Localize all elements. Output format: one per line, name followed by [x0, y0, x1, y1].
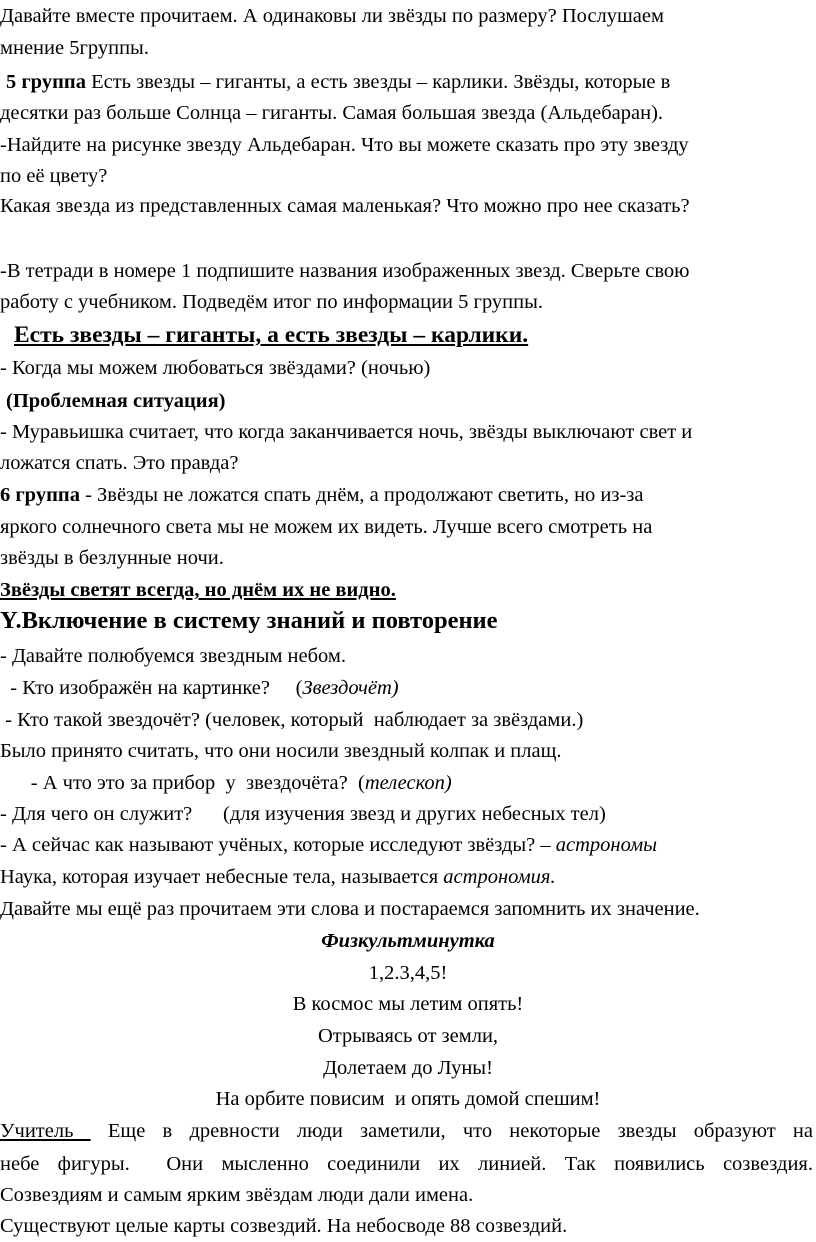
exercise-title	[0, 925, 816, 957]
text-line	[0, 672, 399, 704]
group-label: 5 группа	[6, 71, 86, 93]
text-span: Есть звезды – гиганты, а есть звезды – карлики. Звёзды, которые в	[85, 71, 671, 93]
text-line: ложатся спать. Это правда?	[0, 452, 239, 474]
answer-italic: телескоп)	[364, 772, 452, 794]
section-heading	[14, 319, 528, 351]
text-line: - Когда мы можем любоваться звёздами? (ночью)	[0, 357, 431, 379]
text-span: Еще в древности люди заметили, что некоторые звезды образуют на	[90, 1120, 813, 1142]
text-line: - Муравьишка считает, что когда заканчивается ночь, звёзды выключают свет и	[0, 421, 693, 443]
text-line: -Найдите на рисунке звезду Альдебаран. Что вы можете сказать про эту звезду	[0, 134, 689, 156]
text-line: звёзды в безлунные ночи.	[0, 547, 224, 569]
text-line	[0, 861, 556, 893]
poem-line: 1,2.3,4,5!	[368, 962, 448, 984]
conclusion-text: Звёзды светят всегда, но днём их не видно.	[0, 579, 396, 601]
text-line: Какая звезда из представленных самая маленькая? Что можно про нее сказать?	[0, 195, 690, 217]
text-line	[6, 66, 670, 98]
poem-line: Отрываясь от земли,	[317, 1025, 499, 1047]
text-line: Давайте мы ещё раз прочитаем эти слова и постараемся запомнить их значение.	[0, 898, 700, 920]
text-line: яркого солнечного света мы не можем их видеть. Лучше всего смотреть на	[0, 516, 653, 538]
answer-italic: Звездочёт)	[302, 677, 399, 699]
text-line: мнение 5группы.	[0, 37, 149, 59]
poem-line: На орбите повисим и опять домой спешим!	[215, 1088, 601, 1110]
poem-line: Долетаем до Луны!	[323, 1057, 493, 1079]
text-line: небе фигуры. Они мысленно соединили их линией. Так появились созвездия.	[0, 1153, 813, 1175]
text-span: - А сейчас как называют учёных, которые исследуют звёзды? –	[0, 834, 556, 856]
text-line: - Давайте полюбуемся звездным небом.	[0, 645, 347, 667]
text-span: - Звёзды не ложатся спать днём, а продолжают светить, но из-за	[79, 484, 644, 506]
answer-italic: астрономия.	[443, 866, 556, 888]
problem-label: (Проблемная ситуация)	[6, 390, 226, 412]
text-line: Давайте вместе прочитаем. А одинаковы ли звёзды по размеру? Послушаем	[0, 5, 664, 27]
text-line	[0, 1115, 813, 1147]
text-line	[6, 385, 225, 417]
answer-italic: астрономы	[555, 834, 658, 856]
exercise-title-text: Физкультминутка	[321, 930, 495, 952]
text-line: - Кто такой звездочёт? (человек, который наблюдает за звёздами.)	[0, 709, 584, 731]
section-heading: Y.Включение в систему знаний и повторение	[0, 607, 498, 634]
text-line: Было принято считать, что они носили звездный колпак и плащ.	[0, 740, 562, 762]
text-span: - Кто изображён на картинке? (	[0, 677, 303, 699]
text-line: - Для чего он служит? (для изучения звезд и других небесных тел)	[0, 803, 606, 825]
text-line	[0, 767, 452, 799]
text-line	[0, 574, 396, 606]
text-span: - А что это за прибор у звездочёта? (	[0, 772, 365, 794]
text-line	[0, 829, 657, 861]
text-line: -В тетради в номере 1 подпишите названия изображенных звезд. Сверьте свою	[0, 260, 690, 282]
text-span: Наука, которая изучает небесные тела, называется	[0, 866, 444, 888]
text-line: работу с учебником. Подведём итог по информации 5 группы.	[0, 291, 544, 313]
text-line: Существуют целые карты созвездий. На небосводе 88 созвездий.	[0, 1215, 568, 1237]
text-line: десятки раз больше Солнца – гиганты. Самая большая звезда (Альдебаран).	[0, 102, 664, 124]
group-label: 6 группа	[0, 484, 80, 506]
heading-text: Есть звезды – гиганты, а есть звезды – карлики.	[14, 322, 529, 348]
text-line	[0, 479, 644, 511]
text-line: по её цвету?	[0, 165, 108, 187]
teacher-label: Учитель	[0, 1120, 91, 1142]
poem-line: В космос мы летим опять!	[292, 993, 524, 1015]
text-line: Созвездиям и самым ярким звёздам люди дали имена.	[0, 1184, 474, 1206]
